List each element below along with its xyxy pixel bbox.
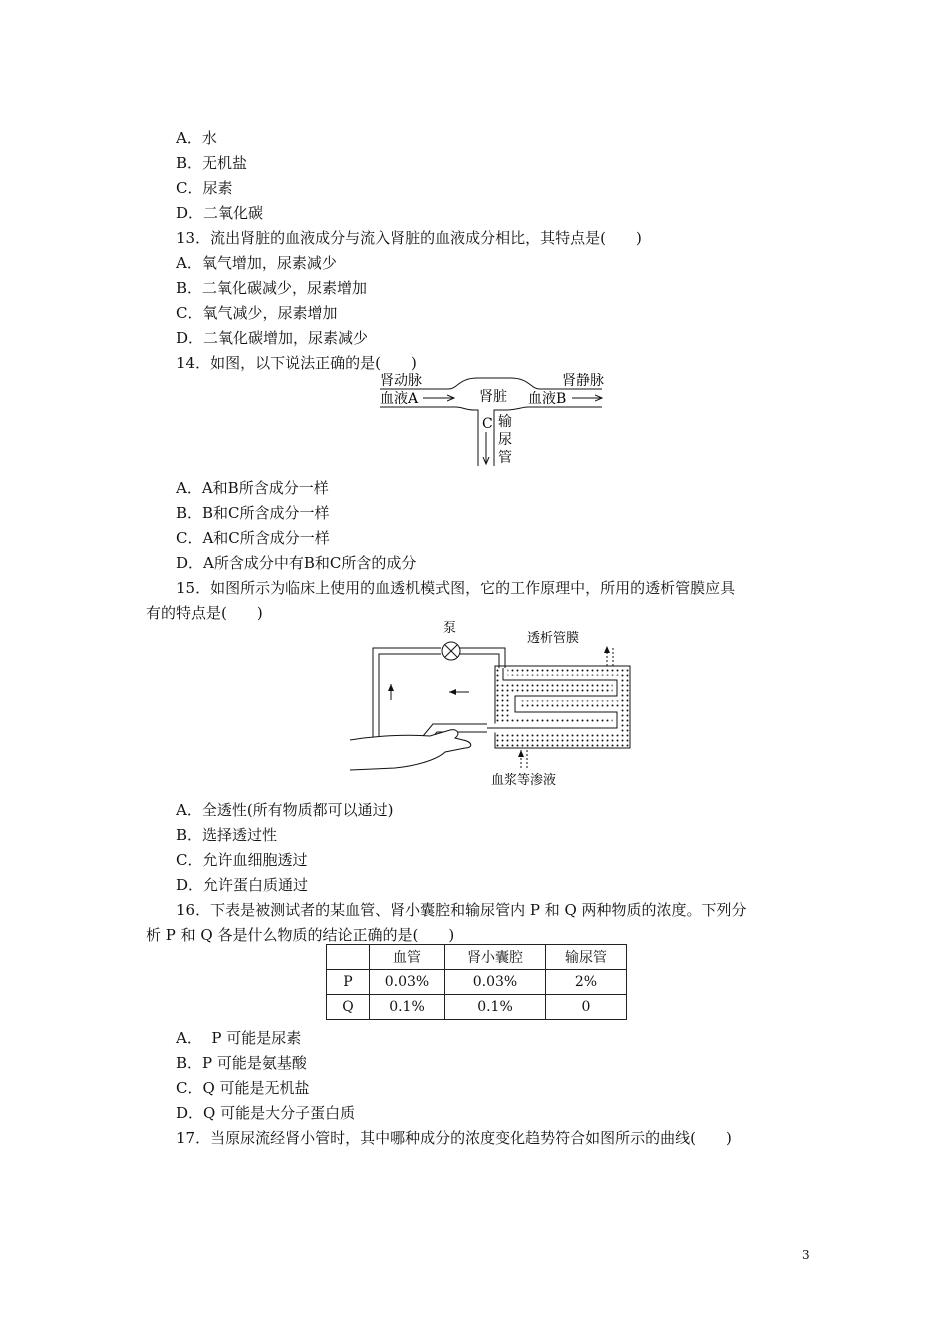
- q14-option-b: B．B和C所含成分一样: [176, 504, 330, 522]
- q14-option-a: A．A和B所含成分一样: [176, 479, 329, 497]
- q16-option-c: C．Q 可能是无机盐: [176, 1079, 310, 1097]
- q15-option-d: D．允许蛋白质通过: [176, 876, 309, 894]
- q16-stem-line1: 16．下表是被测试者的某血管、肾小囊腔和输尿管内 P 和 Q 两种物质的浓度。下列分: [176, 901, 747, 919]
- concentration-table: [326, 944, 627, 1020]
- q13-option-c: C．氧气减少，尿素增加: [176, 304, 338, 322]
- q15-option-c: C．允许血细胞透过: [176, 851, 308, 869]
- plasma-label: 血浆等渗液: [491, 773, 557, 788]
- table-cell: 2%: [546, 970, 627, 995]
- table-header-cell: 肾小囊腔: [445, 945, 546, 970]
- renal-vein-label: 肾静脉: [562, 373, 604, 389]
- q16-option-a: A． P 可能是尿素: [176, 1029, 302, 1047]
- q12-option-b: B．无机盐: [176, 154, 248, 172]
- q12-option-d: D．二氧化碳: [176, 204, 264, 222]
- renal-artery-label: 肾动脉: [380, 373, 422, 389]
- q14-option-d: D．A所含成分中有B和C所含的成分: [176, 554, 417, 572]
- q13-option-d: D．二氧化碳增加，尿素减少: [176, 329, 369, 347]
- q17-stem: 17．当原尿流经肾小管时，其中哪种成分的浓度变化趋势符合如图所示的曲线( ): [176, 1129, 732, 1147]
- c-label: C: [482, 416, 493, 432]
- table-header-cell: 血管: [370, 945, 445, 970]
- blood-b-label: 血液B: [528, 391, 567, 407]
- table-cell: Q: [327, 995, 370, 1020]
- q13-option-b: B．二氧化碳减少，尿素增加: [176, 279, 368, 297]
- q16-option-d: D．Q 可能是大分子蛋白质: [176, 1104, 356, 1122]
- q12-option-c: C．尿素: [176, 179, 233, 197]
- q14-stem: 14．如图，以下说法正确的是( ): [176, 354, 417, 372]
- table-header-cell: 输尿管: [546, 945, 627, 970]
- table-cell: 0.03%: [445, 970, 546, 995]
- table-row: [327, 995, 627, 1020]
- q12-option-a: A．水: [176, 129, 217, 147]
- table-header-cell: [327, 945, 370, 970]
- table-cell: 0.1%: [370, 995, 445, 1020]
- ureter-char-2: 尿: [498, 432, 512, 448]
- arm-illustration: [350, 730, 471, 770]
- table-cell: 0.1%: [445, 995, 546, 1020]
- ureter-char-1: 输: [498, 414, 512, 430]
- page-number: 3: [802, 1248, 810, 1262]
- table-cell: 0.03%: [370, 970, 445, 995]
- kidney-diagram: [370, 370, 620, 470]
- table-row: [327, 970, 627, 995]
- blood-a-label: 血液A: [380, 391, 419, 407]
- dialysis-diagram: [345, 618, 645, 793]
- q13-option-a: A．氧气增加，尿素减少: [176, 254, 337, 272]
- q16-stem-line2: 析 P 和 Q 各是什么物质的结论正确的是( ): [146, 926, 455, 944]
- q16-option-b: B．P 可能是氨基酸: [176, 1054, 307, 1072]
- kidney-label: 肾脏: [479, 389, 507, 405]
- table-cell: 0: [546, 995, 627, 1020]
- q14-option-c: C．A和C所含成分一样: [176, 529, 330, 547]
- table-cell: P: [327, 970, 370, 995]
- q15-stem-line1: 15．如图所示为临床上使用的血透机模式图，它的工作原理中，所用的透析管膜应具: [176, 579, 736, 597]
- q15-stem-line2: 有的特点是( ): [146, 604, 263, 622]
- q15-option-a: A．全透性(所有物质都可以通过): [176, 801, 394, 819]
- q13-stem: 13．流出肾脏的血液成分与流入肾脏的血液成分相比，其特点是( ): [176, 229, 642, 247]
- q15-option-b: B．选择透过性: [176, 826, 278, 844]
- ureter-char-3: 管: [498, 450, 512, 466]
- pump-label: 泵: [443, 621, 457, 636]
- membrane-label: 透析管膜: [527, 631, 580, 646]
- table-header-row: [327, 945, 627, 970]
